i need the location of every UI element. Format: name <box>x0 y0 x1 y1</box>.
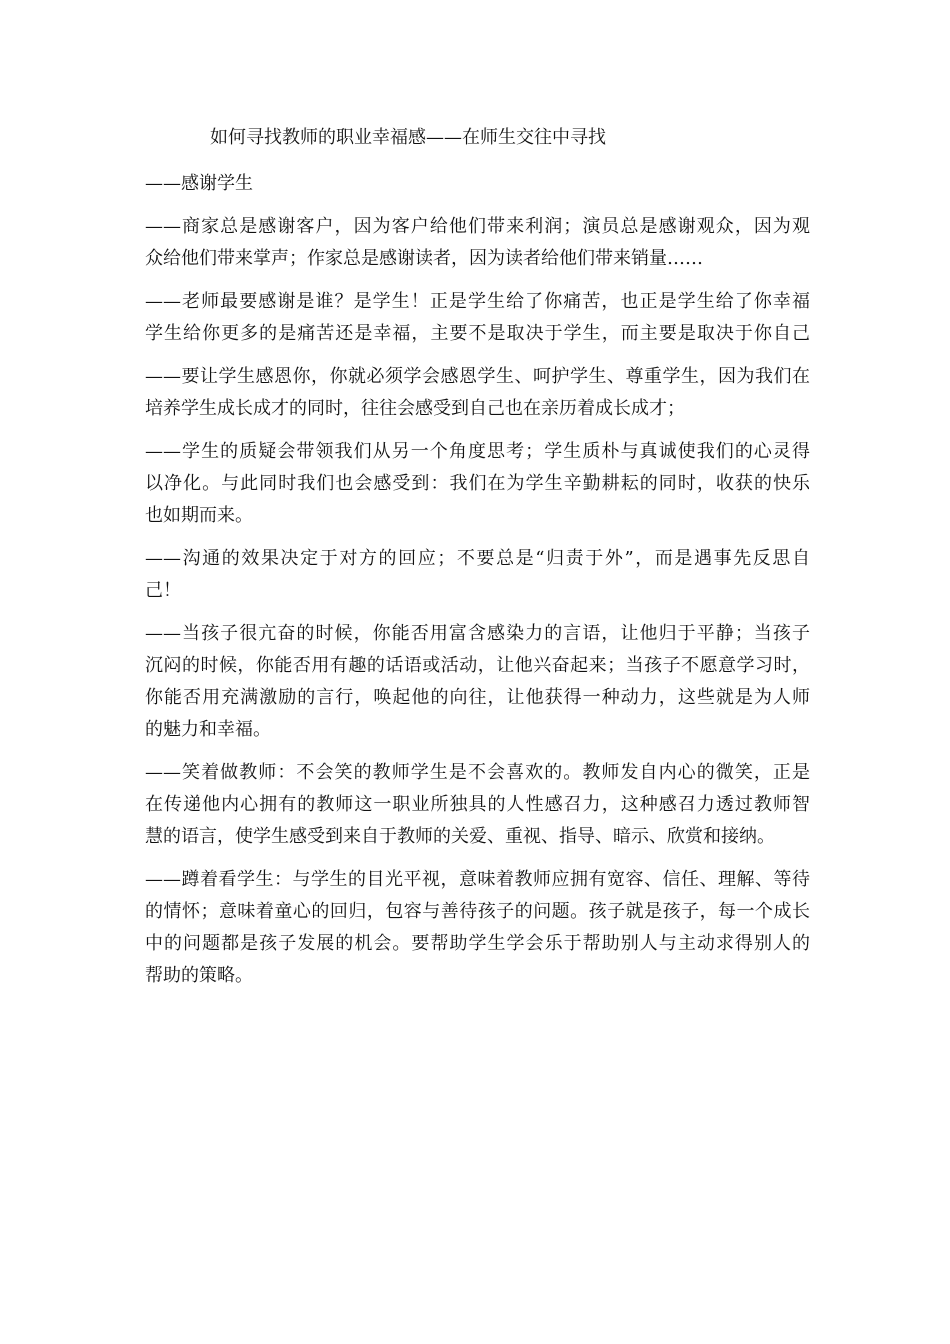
text-line: ——商家总是感谢客户，因为客户给他们带来利润；演员总是感谢观众，因为观 <box>145 216 810 237</box>
text-line: 也如期而来。 <box>145 505 253 526</box>
paragraph-charm <box>145 618 810 746</box>
text-line: ——沟通的效果决定于对方的回应；不要总是“归责于外”，而是遇事先反思自 <box>145 548 810 569</box>
text-line: ——要让学生感恩你，你就必须学会感恩学生、呵护学生、尊重学生，因为我们在 <box>145 366 810 387</box>
text-line: 沉闷的时候，你能否用有趣的话语或活动，让他兴奋起来；当孩子不愿意学习时， <box>145 655 810 676</box>
text-line: 帮助的策略。 <box>145 965 253 986</box>
text-line: 中的问题都是孩子发展的机会。要帮助学生学会乐于帮助别人与主动求得别人的 <box>145 933 810 954</box>
text-line: ——老师最要感谢是谁？是学生！正是学生给了你痛苦，也正是学生给了你幸福 <box>145 291 810 312</box>
paragraph-who-to-thank <box>145 286 810 350</box>
text-line: ——当孩子很亢奋的时候，你能否用富含感染力的言语，让他归于平静；当孩子 <box>145 623 810 644</box>
text-line: 在传递他内心拥有的教师这一职业所独具的人性感召力，这种感召力透过教师智 <box>145 794 810 815</box>
text-line: 学生给你更多的是痛苦还是幸福，主要不是取决于学生，而主要是取决于你自己 <box>145 323 810 344</box>
text-line: 培养学生成长成才的同时，往往会感受到自己也在亲历着成长成才； <box>145 398 685 419</box>
paragraph-thank-students <box>145 168 810 200</box>
text-line: 你能否用充满激励的言行，唤起他的向往，让他获得一种动力，这些就是为人师 <box>145 687 810 708</box>
paragraph-crouch <box>145 864 810 992</box>
paragraph-gratitude <box>145 361 810 425</box>
text-line: ——笑着做教师：不会笑的教师学生是不会喜欢的。教师发自内心的微笑，正是 <box>145 762 810 783</box>
text-line: 己！ <box>145 580 181 601</box>
paragraph-merchants <box>145 211 810 275</box>
text-line: 的情怀；意味着童心的回归，包容与善待孩子的问题。孩子就是孩子，每一个成长 <box>145 901 810 922</box>
paragraph-smile <box>145 757 810 853</box>
text-line: 众给他们带来掌声；作家总是感谢读者，因为读者给他们带来销量…… <box>145 248 703 269</box>
text-line: 以净化。与此同时我们也会感受到：我们在为学生辛勤耕耘的同时，收获的快乐 <box>145 473 810 494</box>
text-line: 的魅力和幸福。 <box>145 719 271 740</box>
text-line: ——学生的质疑会带领我们从另一个角度思考；学生质朴与真诚使我们的心灵得 <box>145 441 810 462</box>
document-title: 如何寻找教师的职业幸福感——在师生交往中寻找 <box>210 127 606 148</box>
text-line: ——感谢学生 <box>145 173 253 194</box>
text-line: ——蹲着看学生：与学生的目光平视，意味着教师应拥有宽容、信任、理解、等待 <box>145 869 810 890</box>
text-line: 慧的语言，使学生感受到来自于教师的关爱、重视、指导、暗示、欣赏和接纳。 <box>145 826 775 847</box>
document-body <box>145 168 810 1003</box>
paragraph-questioning <box>145 436 810 532</box>
paragraph-communication <box>145 543 810 607</box>
